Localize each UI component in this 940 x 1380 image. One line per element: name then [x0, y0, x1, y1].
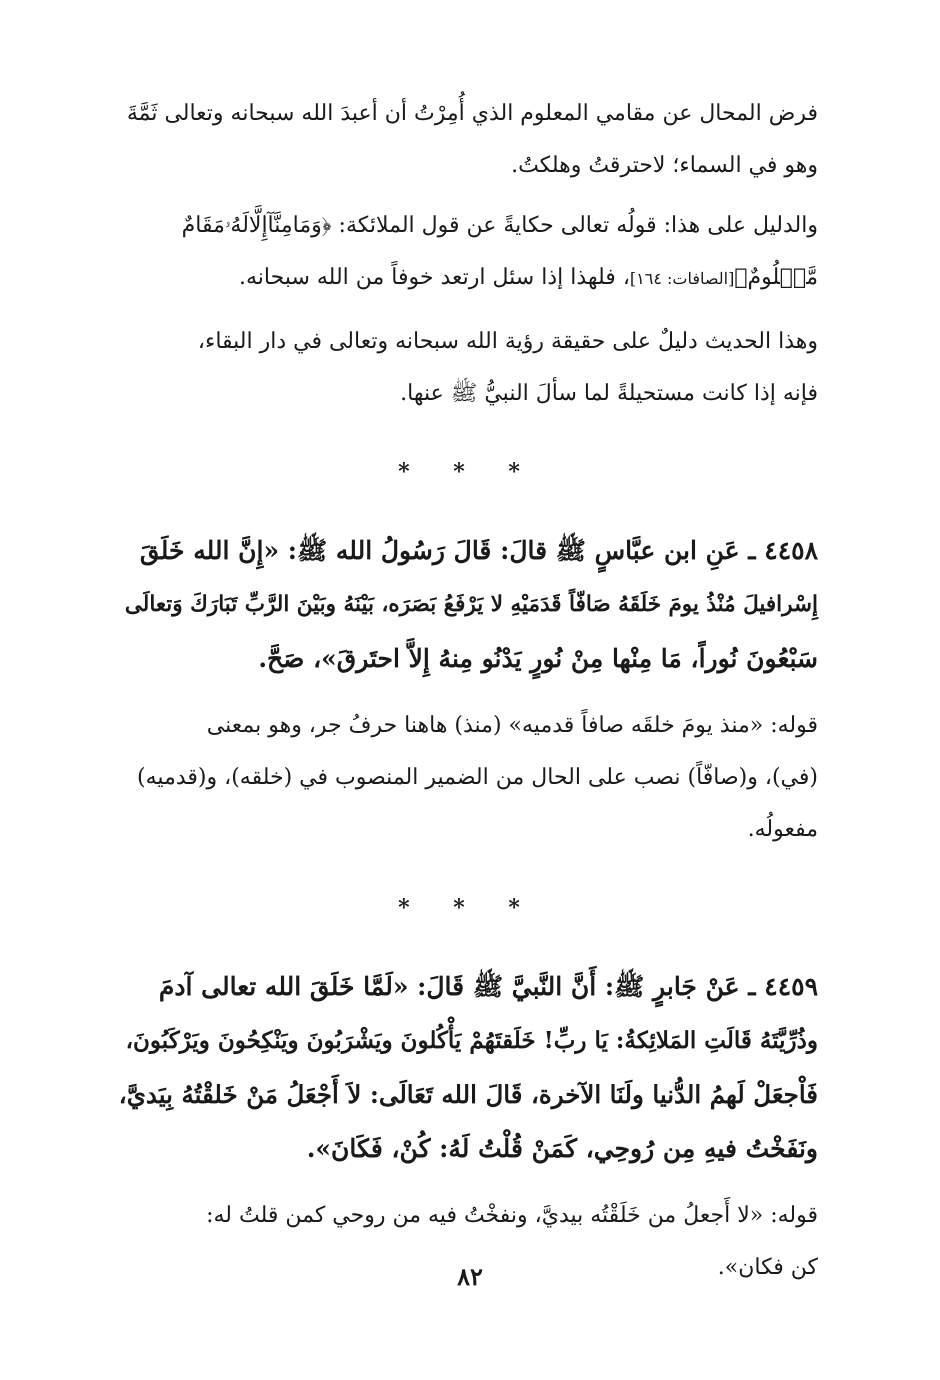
text-line: مفعولُه. — [747, 817, 818, 842]
hadith-4458 — [118, 524, 818, 686]
text-segment: ، فلهذا إذا سئل ارتعد خوفاً من الله سبحانه. — [239, 265, 630, 290]
paragraph-evidence — [118, 200, 818, 304]
paragraph-conclusion — [118, 316, 818, 420]
text-line: فإنه إذا كانت مستحيلةً لما سألَ النبيُّ ﷺ عنها. — [400, 381, 818, 406]
text-line: ٤٤٥٩ ـ عَنْ جَابرٍ ﷺ: أَنَّ النَّبيَّ ﷺ قَالَ: «لَمَّا خَلَقَ الله تعالى آدمَ — [158, 972, 818, 1001]
text-line: ونَفَخْتُ فيهِ مِن رُوحِي، كَمَنْ قُلْتُ لَهُ: كُنْ، فَكَانَ». — [306, 1134, 818, 1163]
text-line: (في)، و(صافّاً) نصب على الحال من الضمير المنصوب في (خلقه)، و(قدميه) — [137, 765, 818, 790]
commentary-4458 — [118, 700, 818, 856]
text-line: إِسْرافيلَ مُنْذُ يومَ خَلَقَهُ صَافّاً قَدَمَيْهِ لا يَرْفَعُ بَصَرَه، بَيْنَهُ وبَيْنَ الرَّبِّ تَبَارَكَ وَتعالَى — [124, 592, 818, 617]
page-body — [118, 88, 818, 1294]
section-separator: * * * — [398, 895, 538, 921]
text-line — [118, 252, 818, 304]
quran-reference: [الصافات: ١٦٤] — [629, 269, 735, 288]
text-line: كن فكان». — [717, 1255, 818, 1280]
text-line: فَاْجعَلْ لَهمُ الدُّنيا ولَنَا الآخرة، قَالَ الله تَعَالَى: لاَ أَجْعَلُ مَنْ خَلقْتُهُ بِيَديَّ، — [118, 1080, 818, 1109]
text-line: ٤٤٥٨ ـ عَنِ ابن عبَّاسٍ ﷺ قالَ: قَالَ رَسُولُ الله ﷺ: «إِنَّ الله خَلَقَ — [139, 536, 818, 565]
section-separator: * * * — [398, 459, 538, 485]
quran-quote: مَّعۡلُومٌ﴾ — [734, 265, 818, 290]
text-line: وهو في السماء؛ لاحترقتُ وهلكتُ. — [511, 153, 818, 178]
hadith-4459 — [118, 960, 818, 1176]
text-line: والدليل على هذا: قولُه تعالى حكايةً عن قول الملائكة: ﴿وَمَامِنَّآإِلَّالَهُۥمَقَامٌ — [181, 213, 818, 238]
text-line: فرض المحال عن مقامي المعلوم الذي أُمِرْتُ أن أعبدَ الله سبحانه وتعالى ثَمَّةَ — [126, 101, 818, 126]
text-line: وذُرِّيَّتَهُ قَالَتِ المَلائِكةُ: يَا ربِّ! خَلَقتَهُمْ يَأْكُلونَ ويَشْرَبُونَ ويَنْكِحُونَ ويَرْكَبُونَ، — [125, 1027, 818, 1054]
page-number: ٨٢ — [457, 1262, 483, 1291]
text-line: وهذا الحديث دليلٌ على حقيقة رؤية الله سبحانه وتعالى في دار البقاء، — [197, 329, 818, 354]
text-line: قوله: «لا أَجعلُ من خَلَقْتُه بيديَّ، ونفخْتُ فيه من روحي كمن قلتُ له: — [206, 1203, 818, 1228]
text-line: سَبْعُونَ نُوراً، مَا مِنْها مِنْ نُورٍ يَدْنُو مِنهُ إِلاَّ احتَرقَ»، صَحَّ. — [258, 644, 818, 673]
text-line: قوله: «منذ يومَ خلقَه صافاً قدميه» (منذ) هاهنا حرفُ جر، وهو بمعنى — [206, 713, 818, 738]
paragraph-continuation — [118, 88, 818, 192]
